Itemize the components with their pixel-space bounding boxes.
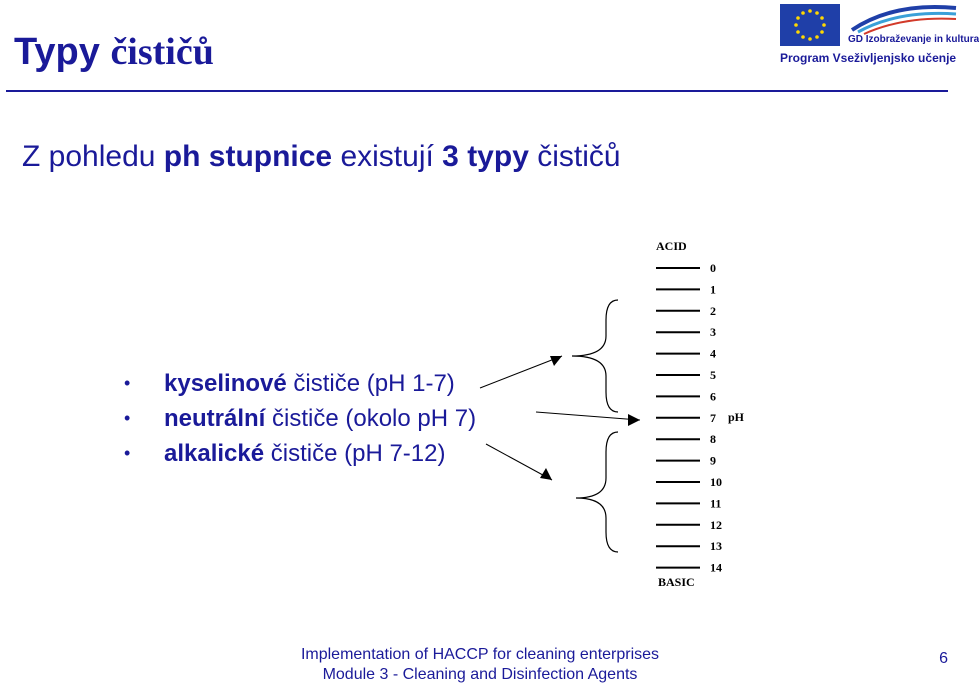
scale-tick-label: 0 — [710, 261, 716, 275]
page-number: 6 — [939, 650, 948, 667]
acid-bracket — [572, 300, 618, 412]
bullet-rest: čističe (okolo pH 7) — [265, 405, 477, 432]
scale-tick-label: 2 — [710, 303, 716, 318]
intro-bold2: 3 typy — [442, 140, 529, 173]
arrow-line-neutral — [536, 412, 640, 420]
scale-tick-label: 4 — [710, 346, 716, 361]
title-part2: čističů — [110, 31, 214, 73]
scale-ticks — [656, 261, 722, 575]
cleaner-types-list — [120, 366, 476, 471]
bullet-bold: neutrální — [164, 405, 266, 432]
basic-bracket — [576, 432, 618, 552]
bullet-rest: čističe (pH 1-7) — [286, 370, 455, 397]
intro-bold: ph stupnice — [163, 140, 333, 173]
scale-tick-label: 1 — [710, 282, 716, 297]
footer-line1: Implementation of HACCP for cleaning enterprises — [300, 646, 660, 663]
scale-tick-label: 8 — [710, 432, 716, 447]
slide-title — [14, 30, 214, 74]
eu-flag-icon — [780, 4, 840, 46]
scale-bottom-label: BASIC — [658, 575, 695, 589]
list-item — [120, 366, 476, 401]
scale-tick-label: 6 — [710, 389, 716, 404]
logo-org-text: GD Izobraževanje in kultura — [848, 34, 979, 45]
scale-tick-label: 5 — [710, 368, 716, 382]
title-part1: Typy — [14, 31, 111, 73]
bullet-icon: • — [124, 373, 131, 393]
arrowhead-neutral-icon — [628, 414, 640, 426]
ph-scale-diagram — [470, 230, 770, 600]
bullet-bold: alkalické — [164, 440, 265, 467]
scale-tick-label: 11 — [710, 496, 722, 511]
bullet-rest: čističe (pH 7-12) — [264, 440, 446, 467]
scale-tick-label: 10 — [710, 475, 722, 489]
logo-program-text: Program Vseživljenjsko učenje — [780, 51, 957, 65]
swoosh-logo-icon — [844, 2, 960, 38]
intro-part3: čističů — [528, 140, 621, 173]
scale-tick-label: 14 — [710, 560, 722, 575]
intro-heading — [22, 140, 621, 174]
scale-top-label: ACID — [656, 239, 687, 253]
bullet-icon: • — [124, 443, 131, 463]
scale-tick-label: 13 — [710, 539, 722, 554]
scale-tick-label: 9 — [710, 453, 716, 468]
intro-part2: existují — [332, 140, 443, 173]
bullet-bold: kyselinové — [164, 370, 287, 397]
footer-line2: Module 3 - Cleaning and Disinfection Agents — [322, 666, 638, 683]
scale-side-label: pH — [728, 410, 745, 424]
list-item — [120, 436, 476, 471]
scale-tick-label: 12 — [710, 517, 722, 532]
arrowhead-acid-icon — [550, 356, 562, 366]
intro-part1: Z pohledu — [22, 140, 164, 173]
scale-tick-label: 3 — [710, 325, 716, 340]
eu-logo — [778, 2, 979, 66]
bullet-icon: • — [124, 408, 131, 428]
arrow-line-acid — [480, 356, 562, 388]
scale-tick-label: 7 — [710, 410, 716, 425]
title-divider — [6, 90, 948, 92]
list-item — [120, 401, 476, 436]
